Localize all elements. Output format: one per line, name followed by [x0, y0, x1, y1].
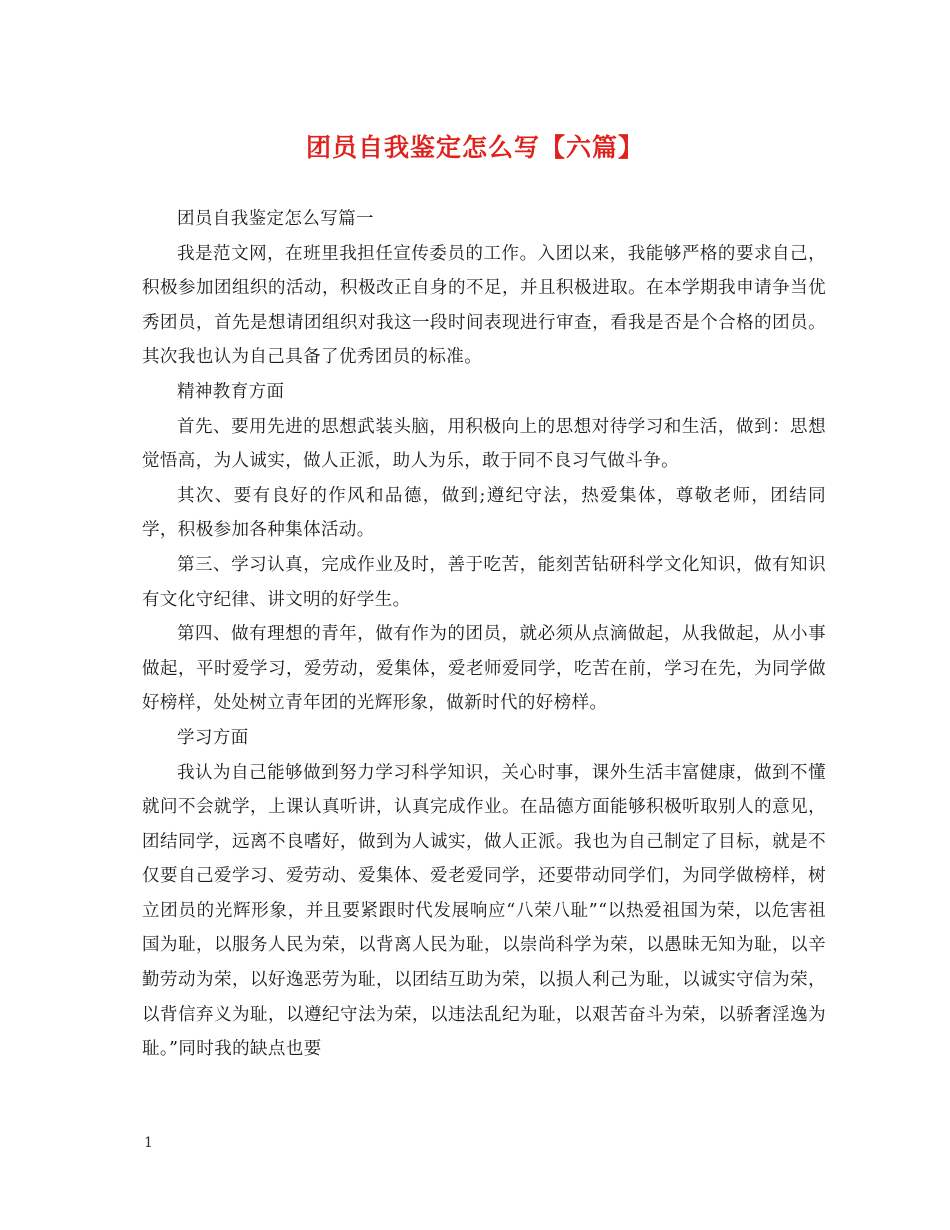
paragraph-fourth: 第四、做有理想的青年，做有作为的团员，就必须从点滴做起，从我做起，从小事做起，平时爱学习，爱劳动，爱集体，爱老师爱同学，吃苦在前，学习在先，为同学做好榜样，处处树立青年团的光辉形象，做新时代的好榜样。 [142, 624, 826, 714]
section-heading-study: 学习方面 [177, 727, 249, 748]
paragraph-study: 我认为自己能够做到努力学习科学知识，关心时事，课外生活丰富健康，做到不懂就问不会就学，上课认真听讲，认真完成作业。在品德方面能够积极听取别人的意见，团结同学，远离不良嗜好，做到为人诚实，做人正派。我也为自己制定了目标，就是不仅要自己爱学习、爱劳动、爱集体、爱老爱同学，还要带动同学们，为同学做榜样，树立团员的光辉形象，并且要紧跟时代发展响应“八荣八耻”“以热爱祖国为荣，以危害祖国为耻，以服务人民为荣，以背离人民为耻，以崇尚科学为荣，以愚昧无知为耻，以辛勤劳动为荣，以好逸恶劳为耻，以团结互助为荣，以损人利己为耻，以诚实守信为荣，以背信弃义为耻，以遵纪守法为荣，以违法乱纪为耻，以艰苦奋斗为荣，以骄奢淫逸为耻。”同时我的缺点也要 [142, 762, 826, 1060]
paragraph-second: 其次、要有良好的作风和品德，做到;遵纪守法，热爱集体，尊敬老师，团结同学，积极参加各种集体活动。 [142, 485, 826, 541]
section-heading-spirit: 精神教育方面 [177, 381, 285, 402]
paragraph-intro: 我是范文网，在班里我担任宣传委员的工作。入团以来，我能够严格的要求自己，积极参加团组织的活动，积极改正自身的不足，并且积极进取。在本学期我申请争当优秀团员，首先是想请团组织对我这一段时间表现进行审查，看我是否是个合格的团员。其次我也认为自己具备了优秀团员的标准。 [142, 243, 826, 368]
page-number: 1 [144, 1135, 153, 1151]
section-heading-1: 团员自我鉴定怎么写篇一 [177, 209, 374, 229]
document-body [142, 202, 826, 1067]
paragraph-first: 首先、要用先进的思想武装头脑，用积极向上的思想对待学习和生活，做到：思想觉悟高，为人诚实，做人正派，助人为乐，敢于同不良习气做斗争。 [142, 416, 826, 472]
document-title: 团员自我鉴定怎么写【六篇】 [305, 133, 644, 162]
paragraph-third: 第三、学习认真，完成作业及时，善于吃苦，能刻苦钻研科学文化知识，做有知识有文化守纪律、讲文明的好学生。 [142, 554, 826, 610]
